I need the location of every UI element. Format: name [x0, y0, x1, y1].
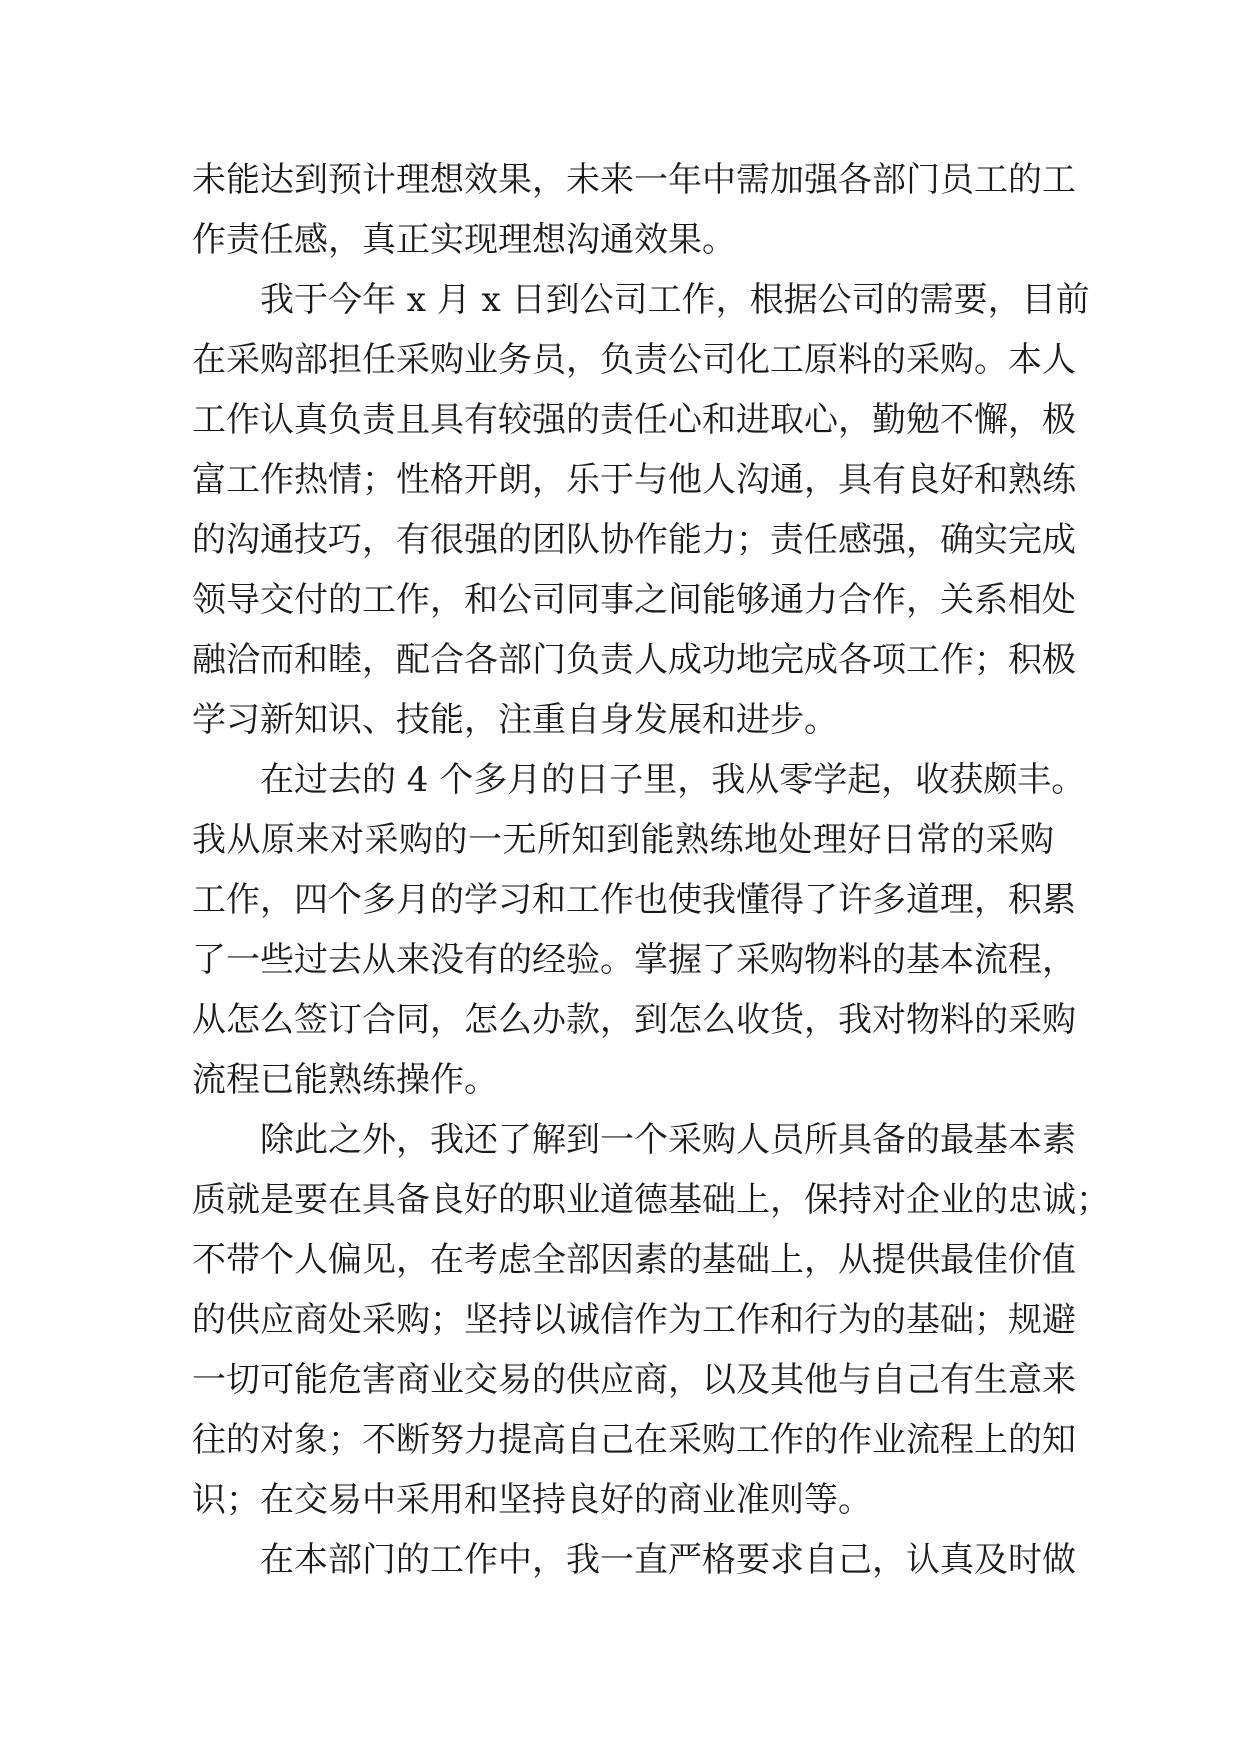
text-line: 除此之外，我还了解到一个采购人员所具备的最基本素	[260, 1120, 1076, 1160]
text-line: 工作，四个多月的学习和工作也使我懂得了许多道理，积累	[192, 880, 1076, 920]
text-line: 的供应商处采购；坚持以诚信作为工作和行为的基础；规避	[192, 1300, 1076, 1340]
text-line: 在过去的 4 个多月的日子里，我从零学起，收获颇丰。	[260, 760, 1086, 800]
text-line: 在采购部担任采购业务员，负责公司化工原料的采购。本人	[192, 340, 1076, 380]
text-line: 领导交付的工作，和公司同事之间能够通力合作，关系相处	[192, 580, 1076, 620]
paragraph	[192, 270, 1090, 750]
text-line: 融洽而和睦，配合各部门负责人成功地完成各项工作；积极	[192, 640, 1076, 680]
text-line: 往的对象；不断努力提高自己在采购工作的作业流程上的知	[192, 1420, 1076, 1460]
text-line: 工作认真负责且具有较强的责任心和进取心，勤勉不懈，极	[192, 400, 1076, 440]
text-line: 从怎么签订合同，怎么办款，到怎么收货，我对物料的采购	[192, 1000, 1076, 1040]
text-line: 了一些过去从来没有的经验。掌握了采购物料的基本流程，	[192, 940, 1076, 980]
text-line: 流程已能熟练操作。	[192, 1060, 498, 1100]
paragraph	[192, 1530, 1076, 1590]
text-line: 我于今年 x 月 x 日到公司工作，根据公司的需要，目前	[260, 280, 1090, 320]
text-line: 作责任感，真正实现理想沟通效果。	[192, 220, 736, 260]
text-line: 的沟通技巧，有很强的团队协作能力；责任感强，确实完成	[192, 520, 1076, 560]
text-line: 识；在交易中采用和坚持良好的商业准则等。	[192, 1480, 872, 1520]
text-line: 质就是要在具备良好的职业道德基础上，保持对企业的忠诚；	[192, 1180, 1110, 1220]
text-line: 不带个人偏见，在考虑全部因素的基础上，从提供最佳价值	[192, 1240, 1076, 1280]
text-line: 学习新知识、技能，注重自身发展和进步。	[192, 700, 838, 740]
text-line: 未能达到预计理想效果，未来一年中需加强各部门员工的工	[192, 160, 1076, 200]
text-line: 富工作热情；性格开朗，乐于与他人沟通，具有良好和熟练	[192, 460, 1076, 500]
document-body	[192, 150, 1110, 1590]
paragraph	[192, 1110, 1110, 1530]
text-line: 在本部门的工作中，我一直严格要求自己，认真及时做	[260, 1540, 1076, 1580]
text-line: 我从原来对采购的一无所知到能熟练地处理好日常的采购	[192, 820, 1054, 860]
paragraph	[192, 750, 1086, 1110]
text-line: 一切可能危害商业交易的供应商，以及其他与自己有生意来	[192, 1360, 1076, 1400]
paragraph	[192, 150, 1076, 270]
